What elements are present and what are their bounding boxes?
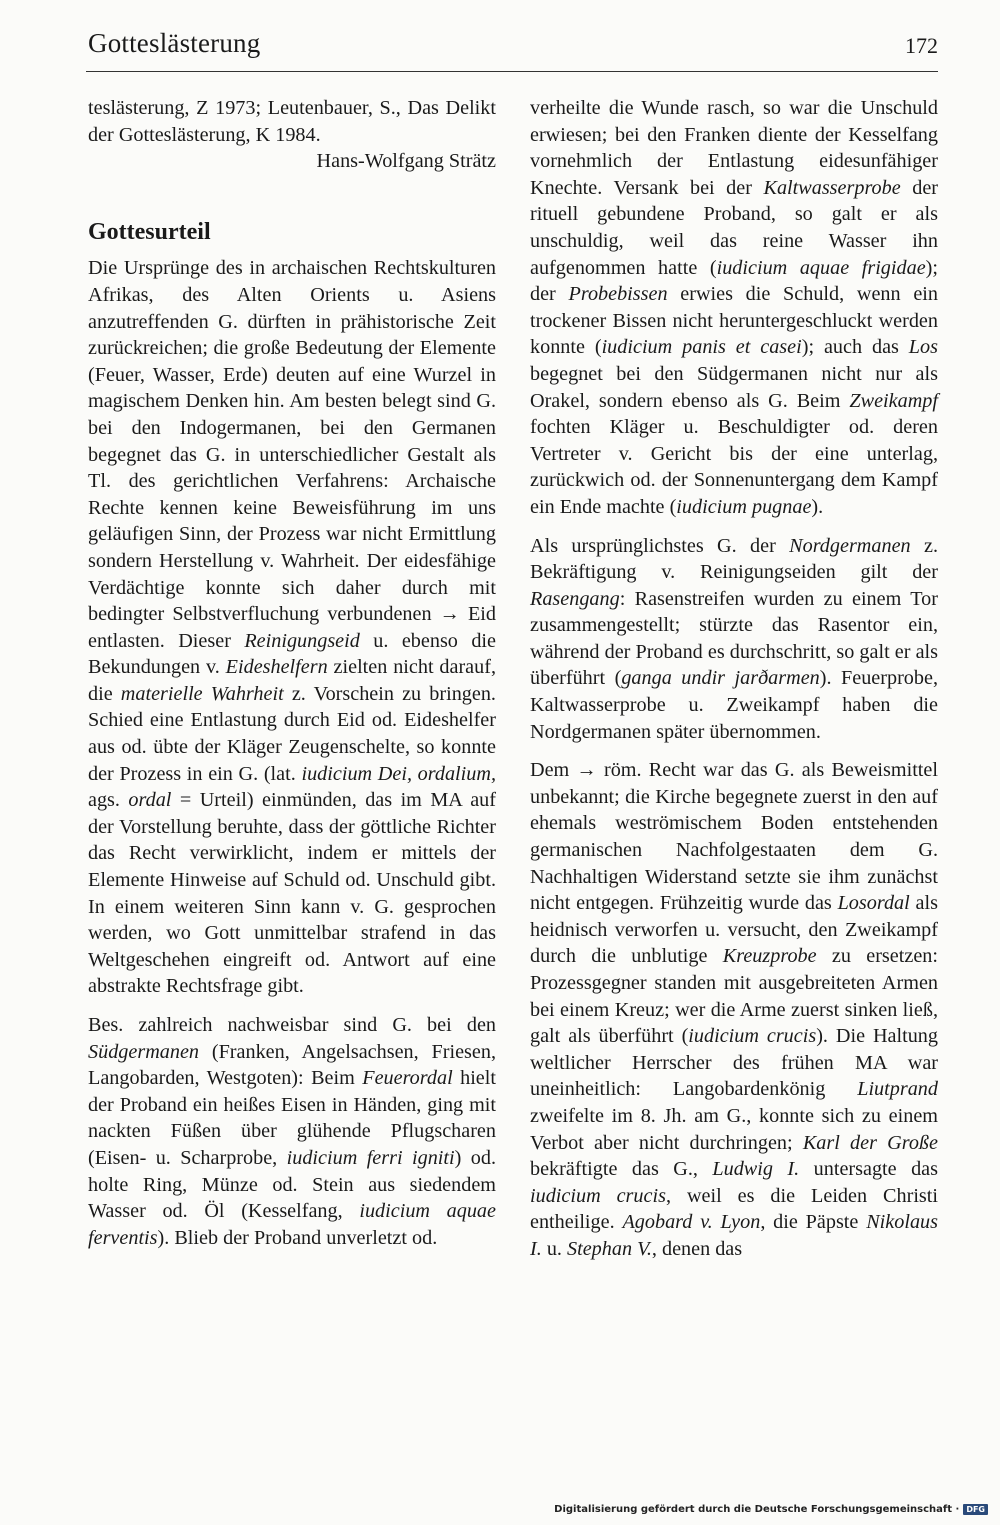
paragraph-probes: verheilte die Wunde rasch, so war die Unschuld erwiesen; bei den Franken diente der Kesselfang vornehmlich der Entlastung eidesunfähiger Knechte. Versank bei der Kaltwasserprobe der rituell gebundene Proband, so galt er als unschuldig, weil das reine Wasser ihn aufgenommen hatte (iudicium aquae frigidae); der Probebissen erwies die Schuld, wenn ein trockener Bissen nicht heruntergeschluckt werden konnte (iudicium panis et casei); auch das Los begegnet bei den Südgermanen nicht nur als Orakel, sondern ebenso als G. Beim Zweikampf fochten Kläger u. Beschuldigter od. deren Vertreter v. Gericht bis der eine unterlag, zurückwich od. der Sonnenuntergang dem Kampf ein Ende machte (iudicium pugnae). bbox=[530, 97, 938, 518]
footer-credit: Digitalisierung gefördert durch die Deutsche Forschungsgemeinschaft · bbox=[554, 1504, 960, 1515]
digitization-footer bbox=[554, 1504, 988, 1515]
article-heading: Gottesurteil bbox=[88, 218, 211, 245]
header-rule bbox=[86, 71, 938, 72]
paragraph-nordgermanen: Als ursprünglichstes G. der Nordgermanen z. Bekräftigung v. Reinigungseiden gilt der Rasengang: Rasenstreifen wurden zu einem Tor zusammengestellt; stürzte das Rasentor ein, während der Proband es durchschritt, so galt er als überführt (ganga undir jarðarmen). Feuerprobe, Kaltwasserprobe u. Zweikampf haben die Nordgermanen später übernommen. bbox=[530, 534, 938, 743]
dfg-logo-icon: DFG bbox=[963, 1504, 988, 1515]
paragraph-roman-law: Dem → röm. Recht war das G. als Beweismittel unbekannt; die Kirche begegnete zuerst in den auf ehemals weströmischem Boden entstehenden germanischen Nachfolgestaaten dem G. Nachhaltigen Widerstand setzte sie ihm zunächst nicht entgegen. Frühzeitig wurde das Losordal als heidnisch verworfen u. versucht, den Zweikampf durch die unblutige Kreuzprobe zu ersetzen: Prozessgegner standen mit ausgebreiteten Armen bei einem Kreuz; wer die Arme zuerst sinken ließ, galt als überführt (iudicium crucis). Die Haltung weltlicher Herrscher des frühen MA war uneinheitlich: Langobardenkönig Liutprand zweifelte im 8. Jh. am G., konnte sich zu einem Verbot aber nicht durchringen; Karl der Große bekräftigte das G., Ludwig I. untersagte das iudicium crucis, weil es die Leiden Christi entheilige. Agobard v. Lyon, die Päpste Nikolaus I. u. Stephan V., denen das bbox=[530, 759, 938, 1260]
left-column bbox=[88, 95, 496, 1263]
paragraph-origins: Die Ursprünge des in archaischen Rechtskulturen Afrikas, des Alten Orients u. Asiens anzutreffenden G. dürften in prähistorische Zeit zurückreichen; die große Bedeutung der Elemente (Feuer, Wasser, Erde) deuten auf eine Wurzel in magischem Denken hin. Am besten belegt sind G. bei den Indogermanen, bei den Germanen begegnet das G. in unterschiedlicher Gestalt als Tl. des gerichtlichen Verfahrens: Archaische Rechte kennen keine Beweisführung im uns geläufigen Sinn, der Prozess war nicht Ermittlung sondern Herstellung v. Wahrheit. Der eidesfähige Verdächtige konnte sich daher durch mit bedingter Selbstverfluchung verbundenen → Eid entlasten. Dieser Reinigungseid u. ebenso die Bekundungen v. Eideshelfern zielten nicht darauf, die materielle Wahrheit z. Vorschein zu bringen. Schied eine Entlastung durch Eid od. Eideshelfer aus od. übte der Kläger Zeugenschelte, so konnte der Prozess in ein G. (lat. iudicium Dei, ordalium, ags. ordal = Urteil) einmünden, das im MA auf der Vorstellung beruhte, dass der göttliche Richter das Recht verwirklicht, indem er mittels der Elemente Hinweise auf Schuld od. Unschuld gibt. In einem weiteren Sinn kann v. G. gesprochen werden, wo Gott unmittelbar strafend in das Weltgeschehen eingreift od. Antwort auf eine abstrakte Rechtsfrage gibt. bbox=[88, 257, 496, 998]
right-column bbox=[530, 95, 938, 1275]
intro-text: teslästerung, Z 1973; Leutenbauer, S., Das Delikt der Gotteslästerung, K 1984. bbox=[88, 97, 496, 146]
paragraph-suedgermanen: Bes. zahlreich nachweisbar sind G. bei den Südgermanen (Franken, Angelsachsen, Friesen, Langobarden, Westgoten): Beim Feuerordal hielt der Proband ein heißes Eisen in Händen, ging mit nackten Füßen über glühende Pflugscharen (Eisen- u. Scharprobe, iudicium ferri igniti) od. holte Ring, Münze od. Stein aus siedendem Wasser od. Öl (Kesselfang, iudicium aquae ferventis). Blieb der Proband unverletzt od. bbox=[88, 1014, 496, 1249]
page-number: 172 bbox=[905, 33, 938, 58]
running-head-title: Gotteslästerung bbox=[88, 28, 261, 58]
author-signature: Hans-Wolfgang Strätz bbox=[316, 150, 496, 173]
